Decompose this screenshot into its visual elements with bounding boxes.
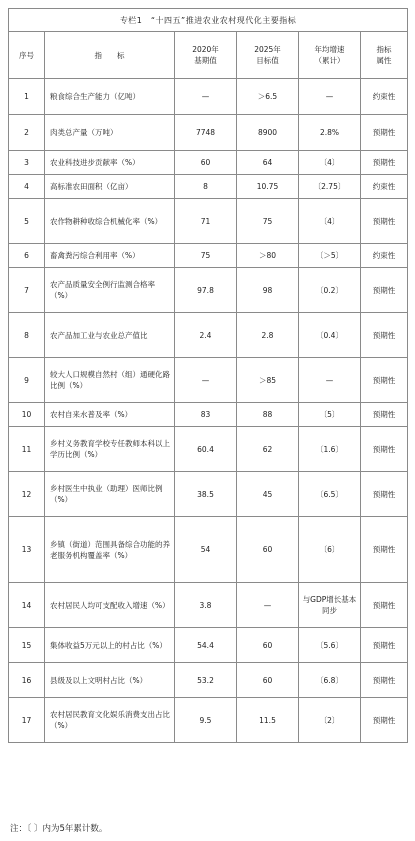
cell-2025: 62 <box>237 427 299 472</box>
cell-2025: 8900 <box>237 115 299 151</box>
table-caption-row <box>9 9 408 32</box>
cell-growth: 与GDP增长基本同步 <box>299 583 361 628</box>
cell-attr: 预期性 <box>361 472 408 517</box>
cell-indicator: 县级及以上文明村占比（%） <box>45 663 175 698</box>
cell-2025: 10.75 <box>237 175 299 199</box>
cell-growth: 〔4〕 <box>299 151 361 175</box>
table-caption: 专栏1 “十四五”推进农业农村现代化主要指标 <box>9 9 408 32</box>
cell-attr: 预期性 <box>361 403 408 427</box>
table-row <box>9 663 408 698</box>
cell-2020: 53.2 <box>175 663 237 698</box>
cell-2020: 60 <box>175 151 237 175</box>
table-row <box>9 199 408 244</box>
header-growth: 年均增速 （累计） <box>299 32 361 79</box>
cell-growth: 〔5〕 <box>299 403 361 427</box>
cell-indicator: 农业科技进步贡献率（%） <box>45 151 175 175</box>
cell-seq: 8 <box>9 313 45 358</box>
cell-indicator: 农作物耕种收综合机械化率（%） <box>45 199 175 244</box>
cell-2025: 64 <box>237 151 299 175</box>
table-footnote: 注：〔 〕内为5年累计数。 <box>10 824 108 834</box>
cell-growth: — <box>299 79 361 115</box>
cell-2020: 38.5 <box>175 472 237 517</box>
cell-2020: 54.4 <box>175 628 237 663</box>
cell-indicator: 较大人口规模自然村（组）通硬化路比例（%） <box>45 358 175 403</box>
table-row <box>9 175 408 199</box>
cell-growth: 2.8% <box>299 115 361 151</box>
cell-indicator: 乡村医生中执业（助理）医师比例（%） <box>45 472 175 517</box>
cell-attr: 预期性 <box>361 663 408 698</box>
cell-growth: 〔6.5〕 <box>299 472 361 517</box>
header-2025: 2025年 目标值 <box>237 32 299 79</box>
cell-growth: — <box>299 358 361 403</box>
cell-seq: 9 <box>9 358 45 403</box>
cell-2025: 45 <box>237 472 299 517</box>
cell-growth: 〔6〕 <box>299 517 361 583</box>
cell-indicator: 农村自来水普及率（%） <box>45 403 175 427</box>
cell-2020: 9.5 <box>175 698 237 743</box>
table-row <box>9 268 408 313</box>
cell-2020: 97.8 <box>175 268 237 313</box>
cell-growth: 〔1.6〕 <box>299 427 361 472</box>
cell-2025: 98 <box>237 268 299 313</box>
cell-indicator: 农产品加工业与农业总产值比 <box>45 313 175 358</box>
cell-seq: 1 <box>9 79 45 115</box>
header-seq: 序号 <box>9 32 45 79</box>
cell-attr: 预期性 <box>361 313 408 358</box>
cell-indicator: 粮食综合生产能力（亿吨） <box>45 79 175 115</box>
cell-growth: 〔4〕 <box>299 199 361 244</box>
cell-seq: 15 <box>9 628 45 663</box>
cell-seq: 11 <box>9 427 45 472</box>
cell-attr: 预期性 <box>361 358 408 403</box>
table-row <box>9 403 408 427</box>
cell-2025: ＞6.5 <box>237 79 299 115</box>
cell-growth: 〔2.75〕 <box>299 175 361 199</box>
cell-indicator: 乡村义务教育学校专任教师本科以上学历比例（%） <box>45 427 175 472</box>
cell-seq: 12 <box>9 472 45 517</box>
cell-indicator: 高标准农田面积（亿亩） <box>45 175 175 199</box>
cell-2020: 7748 <box>175 115 237 151</box>
cell-indicator: 乡镇（街道）范围具备综合功能的养老服务机构覆盖率（%） <box>45 517 175 583</box>
cell-2025: 2.8 <box>237 313 299 358</box>
cell-2020: 71 <box>175 199 237 244</box>
cell-attr: 预期性 <box>361 199 408 244</box>
table-row <box>9 583 408 628</box>
cell-2020: 83 <box>175 403 237 427</box>
cell-attr: 预期性 <box>361 628 408 663</box>
cell-attr: 预期性 <box>361 698 408 743</box>
cell-attr: 约束性 <box>361 244 408 268</box>
table-row <box>9 244 408 268</box>
indicator-table-container <box>8 8 407 743</box>
cell-indicator: 农村居民教育文化娱乐消费支出占比（%） <box>45 698 175 743</box>
cell-seq: 7 <box>9 268 45 313</box>
cell-seq: 14 <box>9 583 45 628</box>
cell-seq: 5 <box>9 199 45 244</box>
cell-2020: 60.4 <box>175 427 237 472</box>
cell-indicator: 农村居民人均可支配收入增速（%） <box>45 583 175 628</box>
cell-seq: 4 <box>9 175 45 199</box>
table-row <box>9 358 408 403</box>
cell-growth: 〔＞5〕 <box>299 244 361 268</box>
cell-seq: 6 <box>9 244 45 268</box>
table-row <box>9 517 408 583</box>
cell-indicator: 农产品质量安全例行监测合格率（%） <box>45 268 175 313</box>
cell-attr: 约束性 <box>361 175 408 199</box>
cell-2025: 75 <box>237 199 299 244</box>
cell-2025: 11.5 <box>237 698 299 743</box>
table-header-row <box>9 32 408 79</box>
table-row <box>9 115 408 151</box>
table-row <box>9 698 408 743</box>
cell-2020: 54 <box>175 517 237 583</box>
cell-growth: 〔0.4〕 <box>299 313 361 358</box>
header-indicator: 指 标 <box>45 32 175 79</box>
cell-growth: 〔2〕 <box>299 698 361 743</box>
cell-attr: 预期性 <box>361 517 408 583</box>
cell-attr: 预期性 <box>361 268 408 313</box>
cell-attr: 预期性 <box>361 427 408 472</box>
header-attr: 指标 属性 <box>361 32 408 79</box>
table-row <box>9 628 408 663</box>
cell-2025: ＞85 <box>237 358 299 403</box>
cell-2025: 88 <box>237 403 299 427</box>
cell-seq: 2 <box>9 115 45 151</box>
cell-2020: 3.8 <box>175 583 237 628</box>
cell-2020: 2.4 <box>175 313 237 358</box>
cell-2020: 8 <box>175 175 237 199</box>
cell-2020: 75 <box>175 244 237 268</box>
cell-2025: ＞80 <box>237 244 299 268</box>
cell-seq: 3 <box>9 151 45 175</box>
cell-growth: 〔5.6〕 <box>299 628 361 663</box>
cell-growth: 〔0.2〕 <box>299 268 361 313</box>
cell-seq: 10 <box>9 403 45 427</box>
table-row <box>9 79 408 115</box>
table-row <box>9 472 408 517</box>
cell-2020: — <box>175 358 237 403</box>
cell-seq: 13 <box>9 517 45 583</box>
header-2020: 2020年 基期值 <box>175 32 237 79</box>
cell-2025: 60 <box>237 663 299 698</box>
cell-seq: 17 <box>9 698 45 743</box>
cell-indicator: 肉类总产量（万吨） <box>45 115 175 151</box>
table-row <box>9 313 408 358</box>
cell-attr: 预期性 <box>361 583 408 628</box>
table-row <box>9 151 408 175</box>
cell-attr: 预期性 <box>361 151 408 175</box>
cell-attr: 预期性 <box>361 115 408 151</box>
cell-2025: — <box>237 583 299 628</box>
cell-growth: 〔6.8〕 <box>299 663 361 698</box>
cell-attr: 约束性 <box>361 79 408 115</box>
cell-2025: 60 <box>237 517 299 583</box>
cell-2020: — <box>175 79 237 115</box>
cell-indicator: 畜禽粪污综合利用率（%） <box>45 244 175 268</box>
indicator-table <box>8 8 408 743</box>
cell-2025: 60 <box>237 628 299 663</box>
table-row <box>9 427 408 472</box>
cell-indicator: 集体收益5万元以上的村占比（%） <box>45 628 175 663</box>
cell-seq: 16 <box>9 663 45 698</box>
